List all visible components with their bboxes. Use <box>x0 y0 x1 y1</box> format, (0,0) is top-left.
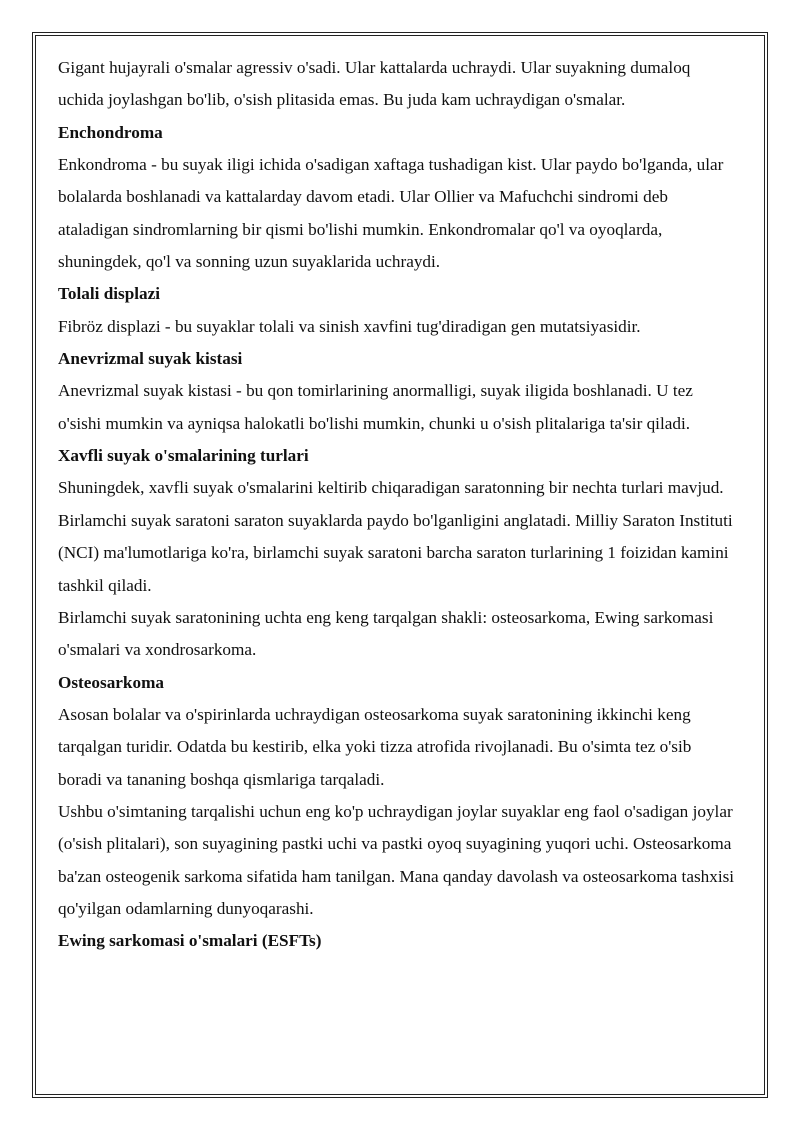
heading-osteosarcoma: Osteosarkoma <box>58 672 164 692</box>
paragraph-giant-cell-tumors: Gigant hujayrali o'smalar agressiv o'sadi. Ular kattalarda uchraydi. Ular suyakning dumaloq uchida joylashgan bo'lib, o'sish plitasida emas. Bu juda kam uchraydigan o'smalar. <box>58 58 691 110</box>
document-body <box>58 52 738 958</box>
heading-fibrous-dysplasia: Tolali displazi <box>58 284 161 304</box>
heading-enchondroma: Enchondroma <box>58 122 163 142</box>
paragraph-primary-bone-cancer-forms: Birlamchi suyak saratonining uchta eng keng tarqalgan shakli: osteosarkoma, Ewing sarkomasi o'smalari va xondrosarkoma. <box>58 607 714 660</box>
paragraph-enchondroma: Enkondroma - bu suyak iligi ichida o'sadigan xaftaga tushadigan kist. Ular paydo bo'lganda, ular bolalarda boshlanadi va kattalarday davom etadi. Ular Ollier va Mafuchchi sindromi deb ataladigan sindromlarning bir qismi bo'lishi mumkin. Enkondromalar qo'l va oyoqlarda, shuningdek, qo'l va sonning uzun suyaklarida uchraydi. <box>58 155 724 272</box>
paragraph-osteosarcoma-spread: Ushbu o'simtaning tarqalishi uchun eng ko'p uchraydigan joylar suyaklar eng faol o'sadigan joylar (o'sish plitalari), son suyagining pastki uchi va pastki oyoq suyagining yuqori uchi. Osteosarkoma ba'zan osteogenik sarkoma sifatida ham tanilgan. Mana qanday davolash va osteosarkoma tashxisi qo'yilgan odamlarning dunyoqarashi. <box>58 801 735 918</box>
paragraph-fibrous-dysplasia: Fibröz displazi - bu suyaklar tolali va sinish xavfini tug'diradigan gen mutatsiyasidir. <box>58 316 641 336</box>
heading-malignant-tumor-types: Xavfli suyak o'smalarining turlari <box>58 446 309 466</box>
heading-ewing-sarcoma: Ewing sarkomasi o'smalari (ESFTs) <box>58 931 322 951</box>
heading-aneurysmal-bone-cyst: Anevrizmal suyak kistasi <box>58 349 243 369</box>
paragraph-osteosarcoma-overview: Asosan bolalar va o'spirinlarda uchraydigan osteosarkoma suyak saratonining ikkinchi keng tarqalgan turidir. Odatda bu kestirib, elka yoki tizza atrofida rivojlanadi. Bu o'simta tez o'sib boradi va tananing boshqa qismlariga tarqaladi. <box>58 704 692 789</box>
paragraph-aneurysmal-bone-cyst: Anevrizmal suyak kistasi - bu qon tomirlarining anormalligi, suyak iligida boshlanadi. U tez o'sishi mumkin va ayniqsa halokatli bo'lishi mumkin, chunki u o'sish plitalariga ta'sir qiladi. <box>58 381 693 433</box>
paragraph-malignant-tumor-types: Shuningdek, xavfli suyak o'smalarini keltirib chiqaradigan saratonning bir nechta turlari mavjud. Birlamchi suyak saratoni saraton suyaklarda paydo bo'lganligini anglatadi. Milliy Saraton Instituti (NCI) ma'lumotlariga ko'ra, birlamchi suyak saratoni barcha saraton turlarining 1 foizidan kamini tashkil qiladi. <box>58 478 733 595</box>
